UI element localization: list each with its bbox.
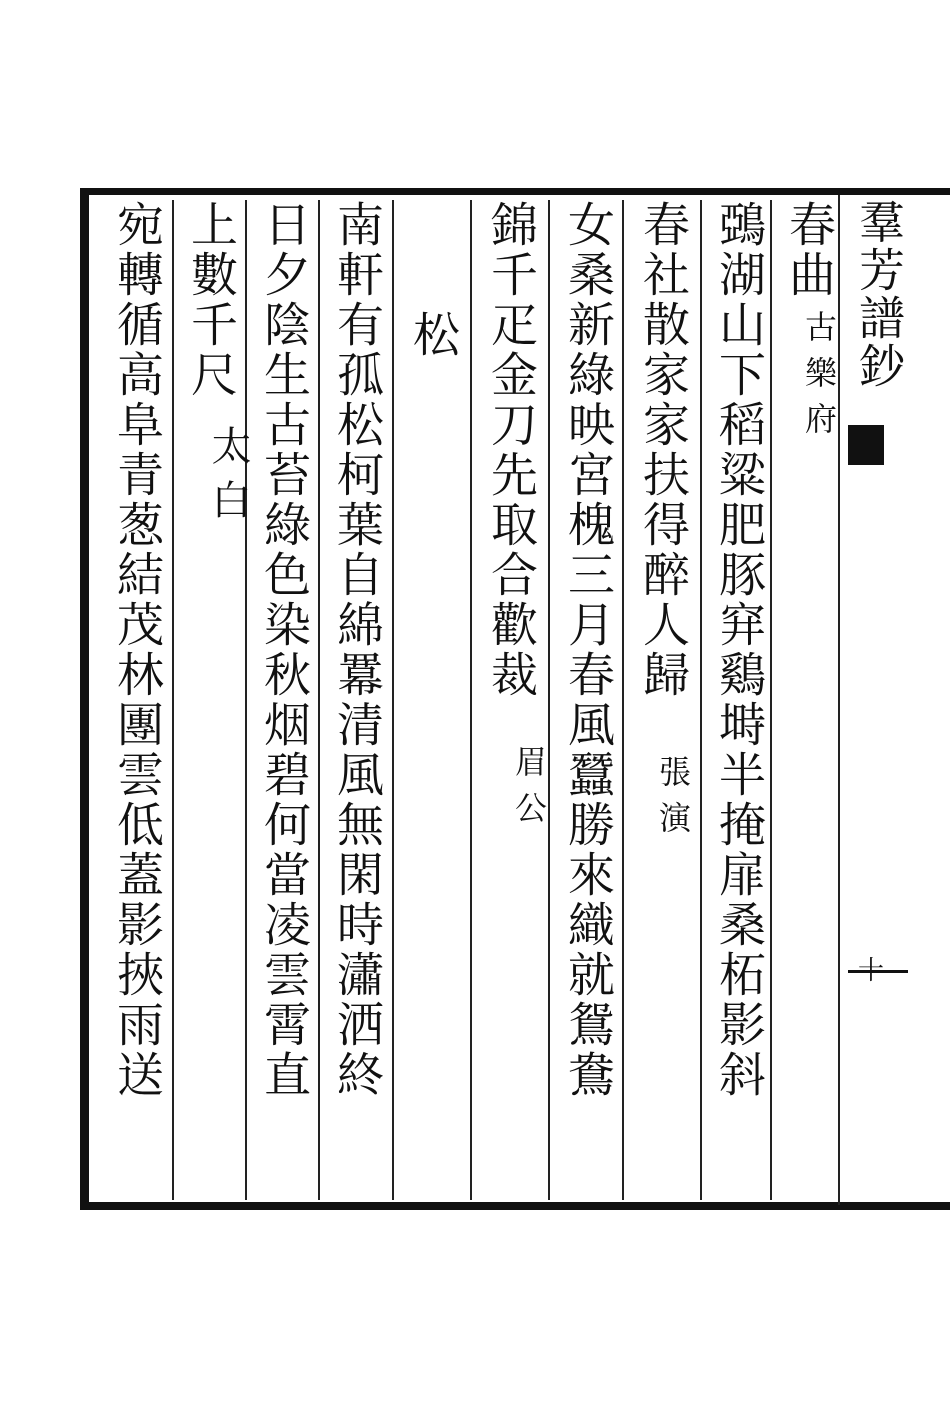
column-text: 春曲 xyxy=(781,200,836,300)
text-column-5 xyxy=(478,200,548,1200)
column-text: 春社散家家扶得醉人歸 xyxy=(635,200,690,700)
column-rule xyxy=(245,200,247,1200)
text-column-8 xyxy=(251,200,315,1200)
margin-title: 羣芳譜鈔 xyxy=(852,198,906,390)
column-note: 古樂府 xyxy=(800,310,838,448)
column-note: 太白 xyxy=(205,425,251,533)
text-column-6 xyxy=(400,200,464,1200)
text-column-4 xyxy=(555,200,619,1200)
column-note: 眉公 xyxy=(510,745,548,837)
column-text: 鵶湖山下稻粱肥豚穽鷄塒半掩扉桑柘影斜 xyxy=(711,200,766,1100)
margin-title-column xyxy=(846,198,916,1198)
column-text: 錦千疋金刀先取合歡裁 xyxy=(483,200,538,700)
column-rule xyxy=(622,200,624,1200)
column-text: 宛轉循高阜青葱結茂林團雲低蓋影挾雨送 xyxy=(109,200,164,1100)
column-rule xyxy=(172,200,174,1200)
column-rule xyxy=(470,200,472,1200)
column-rule xyxy=(318,200,320,1200)
column-text: 松 xyxy=(405,310,460,360)
column-note: 張演 xyxy=(654,755,692,847)
column-text: 南軒有孤松柯葉自綿羃清風無閑時瀟洒終 xyxy=(329,200,384,1100)
text-column-2 xyxy=(706,200,770,1200)
column-text: 日夕陰生古苔綠色染秋烟碧何當凌雲霄直 xyxy=(256,200,311,1100)
text-column-7 xyxy=(324,200,388,1200)
text-column-1 xyxy=(776,200,840,1200)
column-text: 上數千尺 xyxy=(183,200,238,400)
column-rule xyxy=(770,200,772,1200)
text-column-3 xyxy=(630,200,694,1200)
column-rule xyxy=(700,200,702,1200)
folio-number: 十 xyxy=(858,956,885,986)
text-column-10 xyxy=(104,200,168,1200)
column-rule xyxy=(392,200,394,1200)
fishtail-block xyxy=(848,425,884,465)
column-rule xyxy=(548,200,550,1200)
column-text: 女桑新綠映宮槐三月春風蠶勝來織就鴛鴦 xyxy=(560,200,615,1100)
text-column-9 xyxy=(178,200,251,1200)
